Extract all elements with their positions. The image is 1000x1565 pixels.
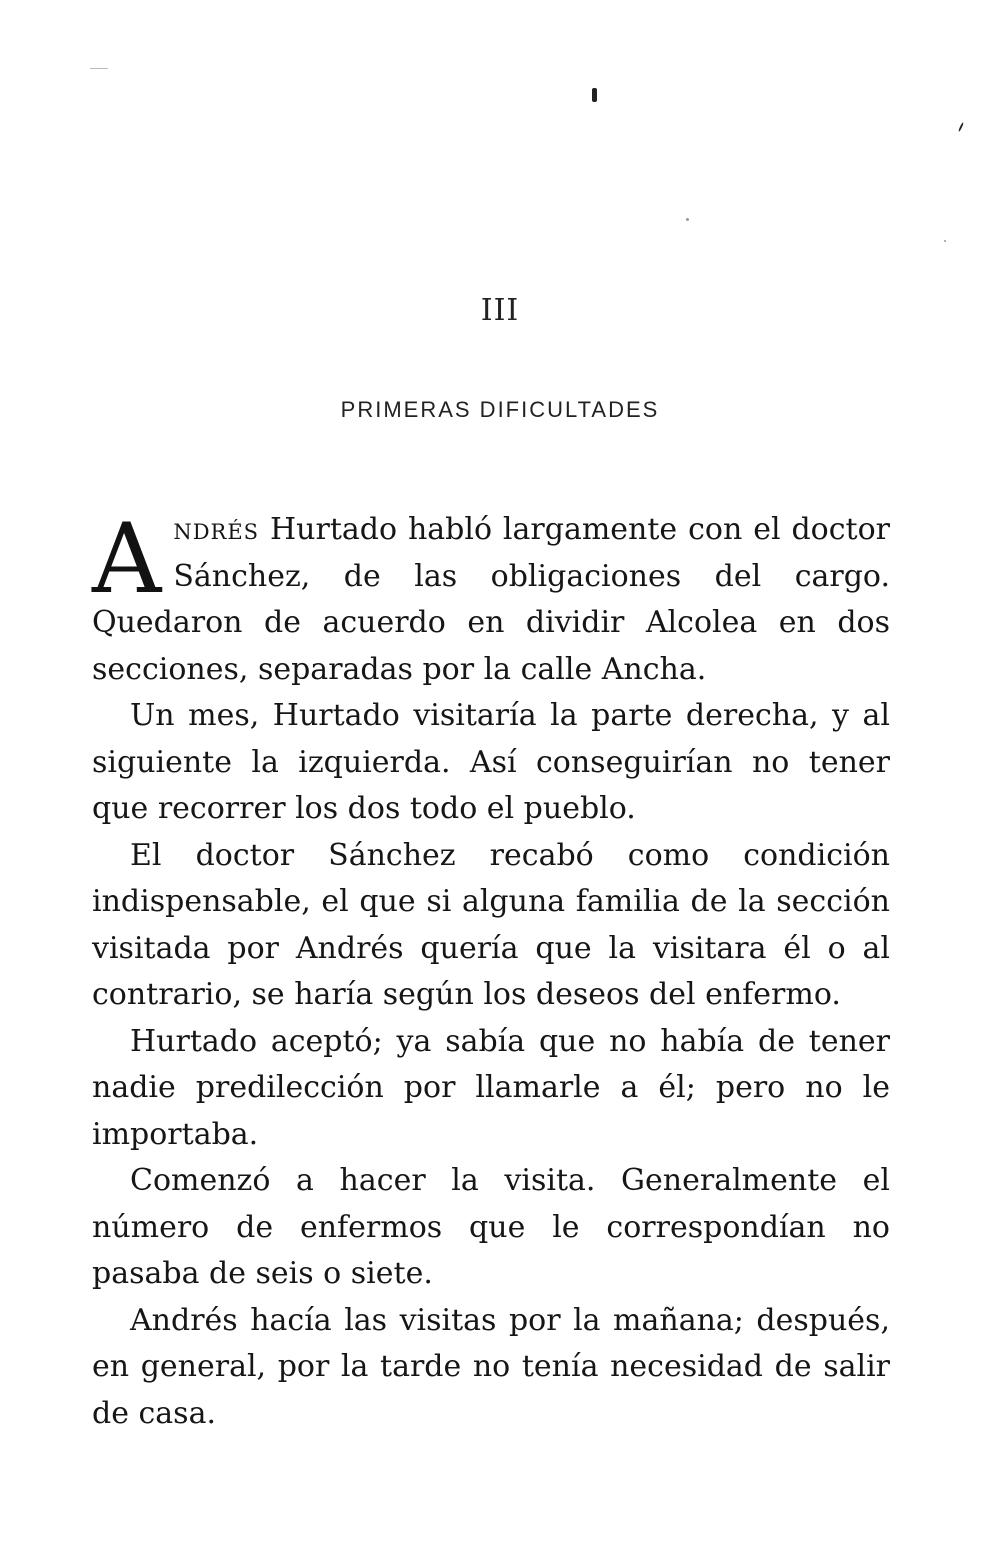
paragraph-text: Hurtado aceptó; ya sabía que no había de tener nadie predilección por llamarle a él; pero no le importaba. xyxy=(92,1023,890,1152)
paragraph-4 xyxy=(92,1019,890,1159)
print-speck xyxy=(592,88,597,102)
print-speck xyxy=(90,68,108,69)
paragraph-text: Andrés hacía las visitas por la mañana; después, en general, por la tarde no tenía necesidad de salir de casa. xyxy=(92,1302,890,1431)
paragraph-text: Hurtado habló largamente con el doctor Sánchez, de las obligaciones del cargo. Quedaron de acuerdo en dividir Alcolea en dos secciones, separadas por la calle Ancha. xyxy=(92,512,890,687)
opening-small-caps: ndrés xyxy=(173,512,260,547)
paragraph-1 xyxy=(92,503,890,693)
paragraph-5 xyxy=(92,1158,890,1298)
paragraph-text: Comenzó a hacer la visita. Generalmente el número de enfermos que le correspondían no pasaba de seis o siete. xyxy=(92,1163,890,1291)
print-speck xyxy=(686,218,689,221)
paragraph-text: El doctor Sánchez recabó como condición indispensable, el que si alguna familia de la sección visitada por Andrés quería que la visitara él o al contrario, se haría según los deseos del enfermo. xyxy=(92,837,890,1012)
paragraph-3 xyxy=(92,833,890,1019)
paragraph-6 xyxy=(92,1298,890,1438)
chapter-body xyxy=(92,503,890,1437)
drop-cap: A xyxy=(92,503,162,615)
chapter-number: III xyxy=(480,293,520,328)
paragraph-2 xyxy=(92,693,890,833)
chapter-title: PRIMERAS DIFICULTADES xyxy=(340,397,660,422)
print-speck xyxy=(958,122,964,132)
print-speck xyxy=(944,240,946,242)
paragraph-text: Un mes, Hurtado visitaría la parte derecha, y al siguiente la izquierda. Así conseguirían no tener que recorrer los dos todo el pueblo. xyxy=(92,698,890,826)
